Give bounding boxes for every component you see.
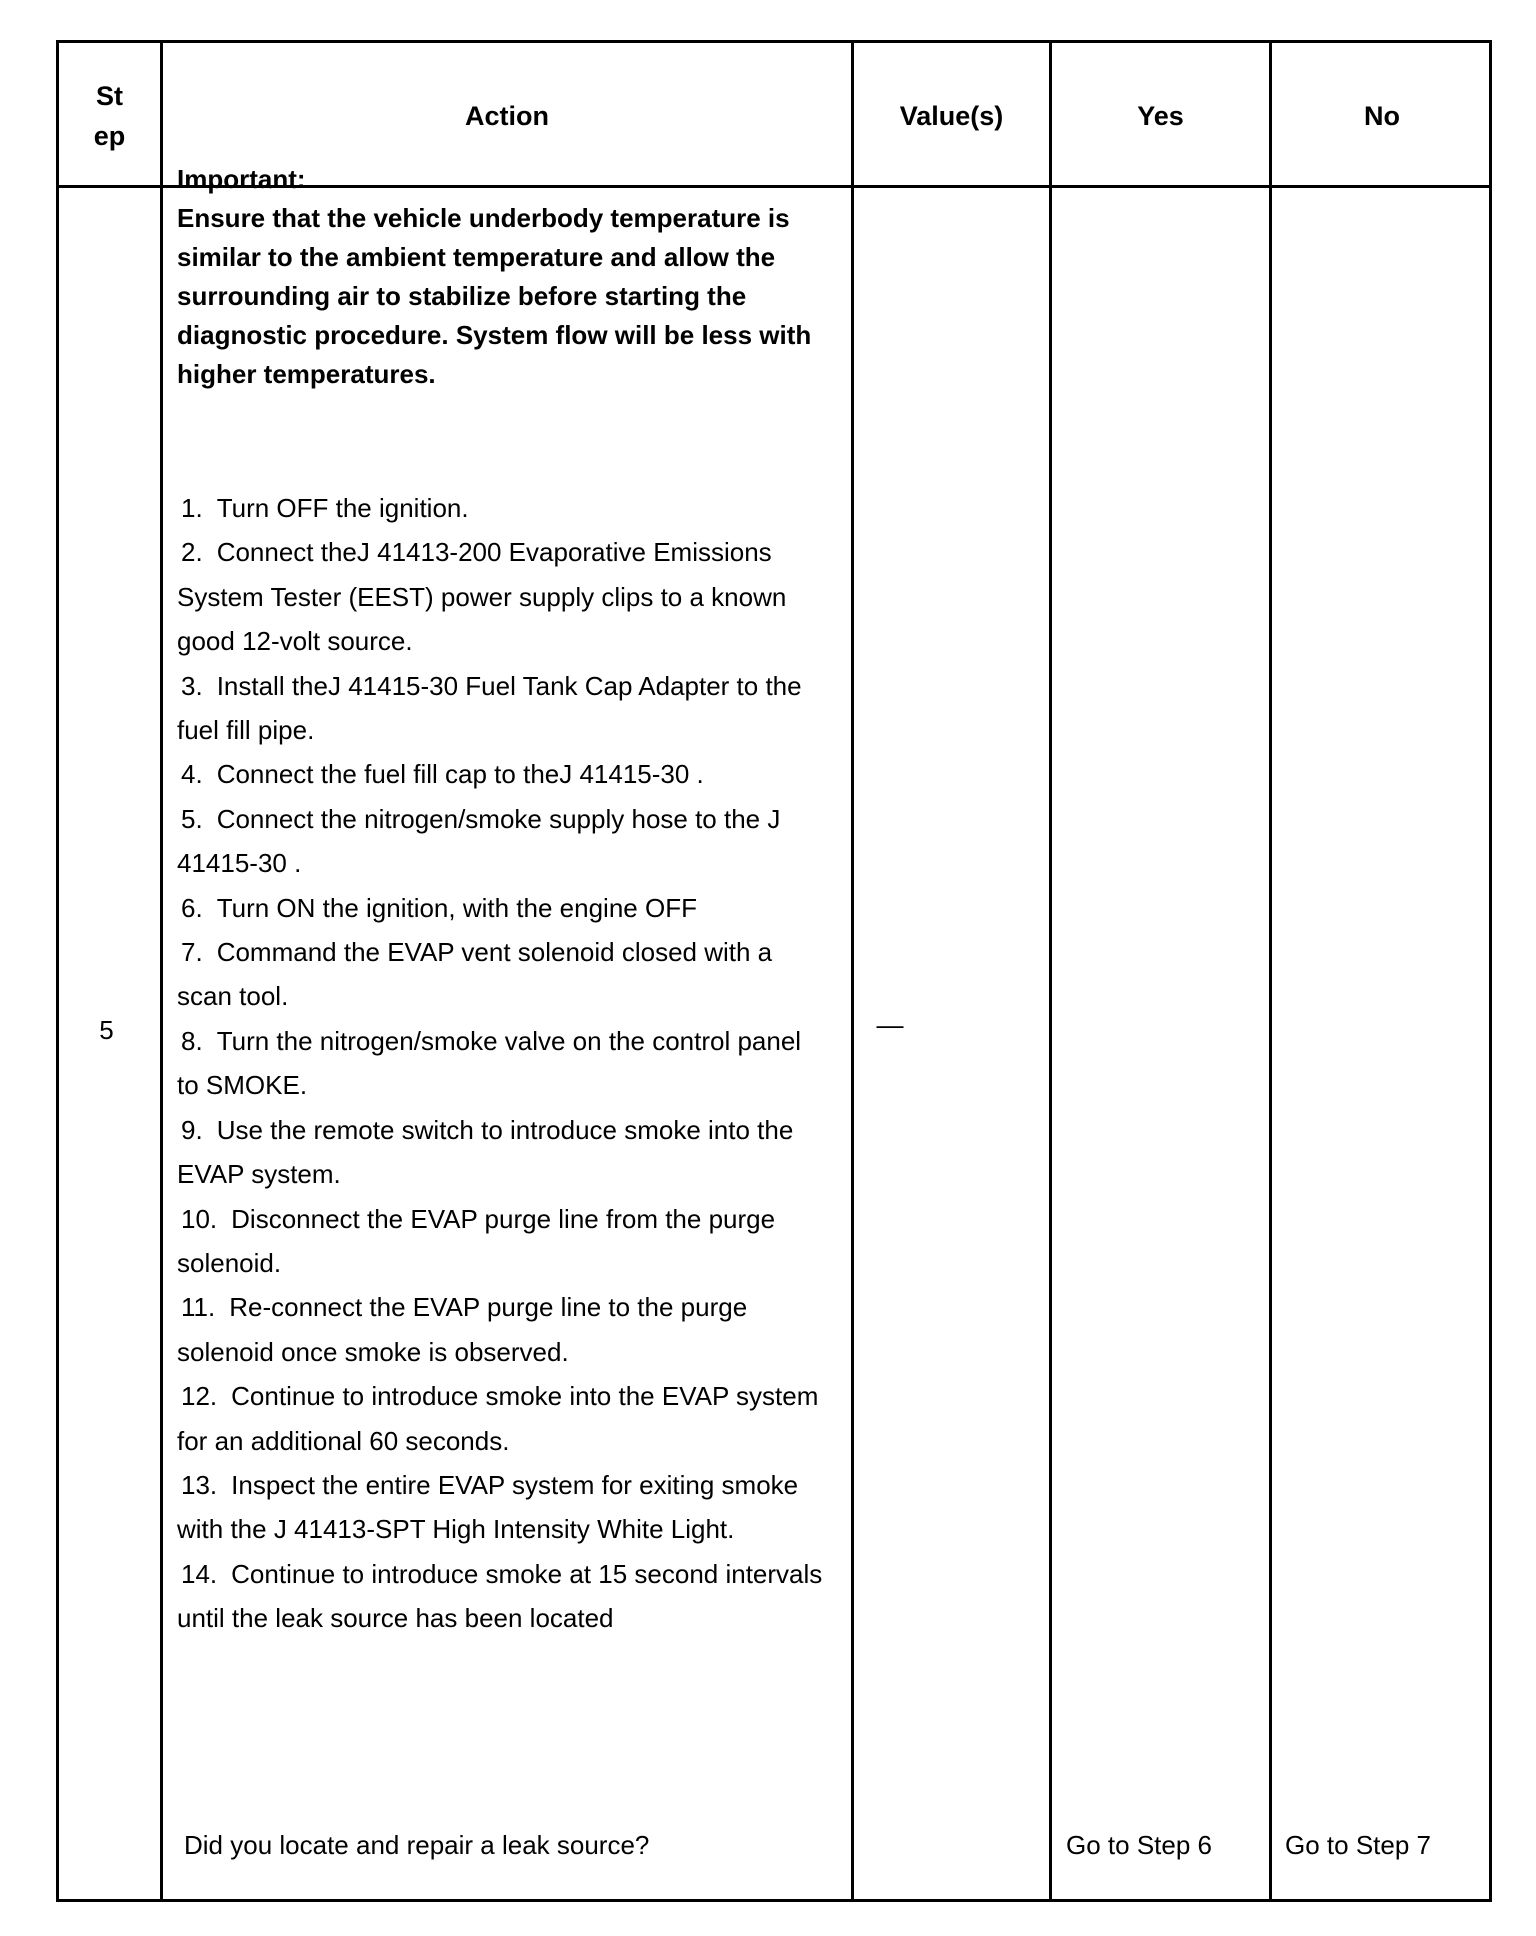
- step-text: Connect the nitrogen/smoke supply hose to the J 41415-30 .: [177, 803, 781, 879]
- step-index: 4.: [181, 759, 203, 790]
- header-yes-label: Yes: [1137, 100, 1184, 131]
- step-text: Turn ON the ignition, with the engine OFF: [216, 892, 697, 923]
- procedure-step: [177, 1463, 827, 1552]
- step-index: 12.: [181, 1381, 218, 1412]
- yes-result: Go to Step 6: [1066, 1830, 1212, 1860]
- step-index: 6.: [181, 892, 203, 923]
- procedure-step: [177, 1374, 827, 1463]
- step-text: Turn the nitrogen/smoke valve on the control panel to SMOKE.: [177, 1025, 802, 1101]
- header-action-label: Action: [465, 100, 549, 131]
- step-index: 14.: [181, 1558, 218, 1589]
- step-text: Inspect the entire EVAP system for exiting smoke with the J 41413-SPT High Intensity White Light.: [177, 1469, 799, 1545]
- important-note: Ensure that the vehicle underbody temperature is similar to the ambient temperature and allow the surrounding air to stabilize before starting the diagnostic procedure. System flow will be less with higher temperatures.: [177, 203, 812, 389]
- column-divider: [1269, 43, 1272, 1899]
- procedure-steps: [177, 486, 827, 1641]
- header-values: [854, 43, 1049, 188]
- step-index: 3.: [181, 670, 203, 701]
- step-text: Continue to introduce smoke into the EVAP system for an additional 60 seconds.: [177, 1381, 819, 1456]
- step-index: 5.: [181, 803, 203, 834]
- header-values-label: Value(s): [899, 100, 1004, 131]
- step-index: 11.: [181, 1292, 216, 1323]
- no-result: Go to Step 7: [1285, 1830, 1431, 1860]
- header-step-label: St ep: [93, 80, 126, 151]
- action-cell: [177, 160, 827, 1641]
- procedure-step: [177, 886, 827, 930]
- procedure-step: [177, 486, 827, 530]
- procedure-step: [177, 1108, 827, 1197]
- step-index: 7.: [181, 937, 203, 968]
- procedure-step: [177, 664, 827, 753]
- header-yes: [1052, 43, 1269, 188]
- procedure-step: [177, 530, 827, 663]
- step-index: 8.: [181, 1025, 203, 1056]
- step-index: 2.: [181, 537, 203, 568]
- step-text: Use the remote switch to introduce smoke into the EVAP system.: [177, 1114, 794, 1190]
- procedure-step: [177, 1552, 827, 1641]
- step-number: 5: [99, 1015, 114, 1045]
- step-text: Re-connect the EVAP purge line to the purge solenoid once smoke is observed.: [177, 1292, 748, 1367]
- diagnostic-question: Did you locate and repair a leak source?: [184, 1830, 650, 1860]
- step-text: Command the EVAP vent solenoid closed with a scan tool.: [177, 937, 773, 1012]
- procedure-step: [177, 930, 827, 1019]
- header-step: [59, 43, 160, 188]
- procedure-step: [177, 797, 827, 886]
- column-divider: [1049, 43, 1052, 1899]
- value-cell: —: [876, 1010, 904, 1040]
- step-text: Disconnect the EVAP purge line from the purge solenoid.: [177, 1203, 776, 1278]
- column-divider: [160, 43, 163, 1899]
- step-index: 9.: [181, 1114, 203, 1145]
- procedure-step: [177, 1197, 827, 1286]
- step-text: Connect theJ 41413-200 Evaporative Emissions System Tester (EEST) power supply clips to a known good 12-volt source.: [177, 537, 787, 657]
- header-no: [1272, 43, 1492, 188]
- procedure-step: [177, 1019, 827, 1108]
- important-label: Important:: [177, 164, 306, 194]
- step-text: Continue to introduce smoke at 15 second intervals until the leak source has been located: [177, 1558, 823, 1634]
- column-divider: [851, 43, 854, 1899]
- header-no-label: No: [1364, 100, 1400, 131]
- step-text: Connect the fuel fill cap to theJ 41415-30 .: [216, 759, 704, 790]
- step-index: 10.: [181, 1203, 218, 1234]
- step-text: Turn OFF the ignition.: [216, 493, 469, 523]
- step-index: 1.: [181, 493, 203, 523]
- step-index: 13.: [181, 1469, 218, 1500]
- procedure-step: [177, 752, 737, 796]
- procedure-step: [177, 1285, 827, 1374]
- step-text: Install theJ 41415-30 Fuel Tank Cap Adapter to the fuel fill pipe.: [177, 670, 802, 746]
